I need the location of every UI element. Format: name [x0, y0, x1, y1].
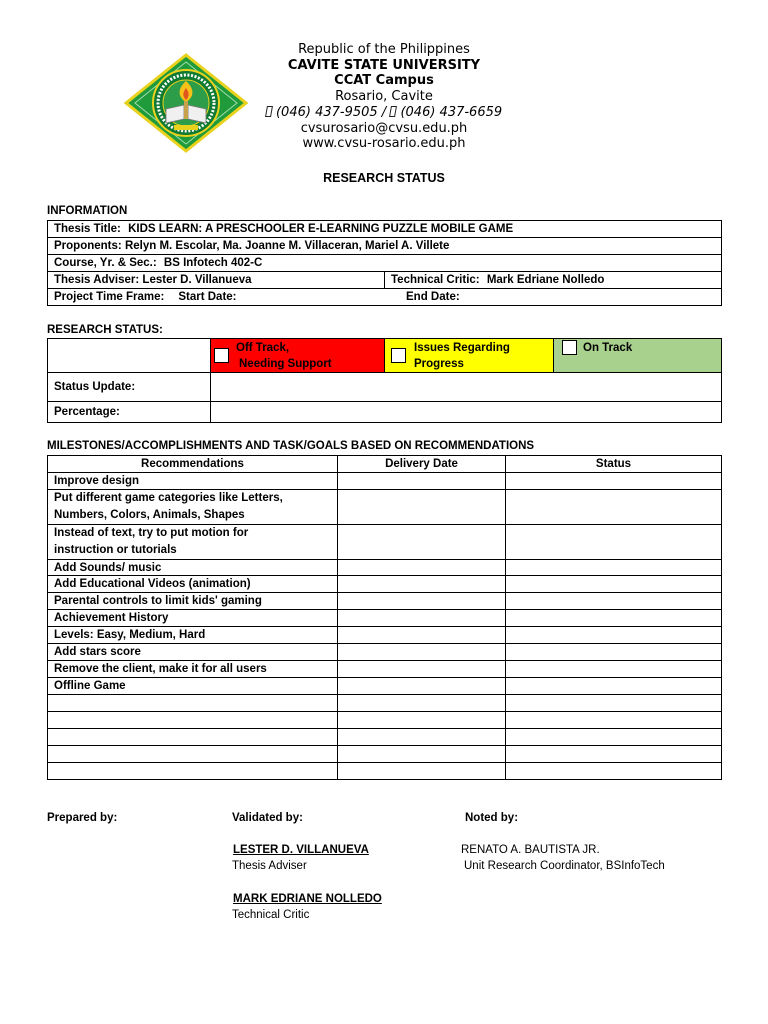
blank-table-row	[48, 695, 722, 712]
status-cell[interactable]	[506, 593, 722, 610]
table-row	[48, 525, 722, 560]
adviser-label: Thesis Adviser:	[54, 274, 140, 286]
adviser-signatory-name: LESTER D. VILLANUEVA	[233, 844, 369, 856]
off-track-line-2: Needing Support	[239, 358, 332, 370]
milestones-heading: MILESTONES/ACCOMPLISHMENTS AND TASK/GOALS BASED ON RECOMMENDATIONS	[47, 440, 535, 452]
coordinator-signatory-role: Unit Research Coordinator, BSInfoTech	[464, 860, 665, 872]
on-track-cell	[554, 339, 722, 373]
proponents-cell	[48, 238, 722, 255]
recommendation-line: instruction or tutorials	[54, 544, 177, 556]
critic-signatory-role: Technical Critic	[232, 909, 310, 921]
status-cell[interactable]	[506, 576, 722, 593]
blank-table-row	[48, 763, 722, 780]
status-update-label: Status Update:	[48, 373, 211, 402]
thesis-title-row	[48, 221, 722, 238]
status-cell[interactable]	[506, 490, 722, 525]
recommendation-line: Numbers, Colors, Animals, Shapes	[54, 509, 245, 521]
delivery-date-cell[interactable]	[338, 627, 506, 644]
table-row	[48, 644, 722, 661]
delivery-date-cell[interactable]	[338, 593, 506, 610]
table-row	[48, 473, 722, 490]
column-header-delivery-date: Delivery Date	[338, 456, 506, 473]
table-row	[48, 593, 722, 610]
proponents-value: Relyn M. Escolar, Ma. Joanne M. Villaceran, Mariel A. Villete	[124, 240, 450, 252]
proponents-row	[48, 238, 722, 255]
recommendation-line: Instead of text, try to put motion for	[54, 527, 249, 539]
status-cell[interactable]	[506, 627, 722, 644]
course-cell	[48, 255, 722, 272]
column-header-recommendations: Recommendations	[48, 456, 338, 473]
recommendation-cell	[48, 490, 338, 525]
end-date-label: End Date:	[406, 291, 460, 303]
recommendation-cell: Parental controls to limit kids' gaming	[48, 593, 338, 610]
status-cell[interactable]	[506, 560, 722, 576]
status-cell[interactable]	[506, 473, 722, 490]
time-frame-row	[48, 289, 722, 306]
status-blank-cell	[48, 339, 211, 373]
issues-content	[385, 339, 553, 372]
recommendation-cell: Add stars score	[48, 644, 338, 661]
noted-by-label: Noted by:	[465, 812, 519, 824]
adviser-value: Lester D. Villanueva	[142, 274, 252, 286]
off-track-content	[211, 339, 384, 372]
delivery-date-cell[interactable]	[338, 576, 506, 593]
blank-table-row	[48, 712, 722, 729]
university-name: CAVITE STATE UNIVERSITY	[287, 57, 481, 73]
adviser-signatory-role: Thesis Adviser	[232, 860, 307, 872]
on-track-content	[554, 339, 721, 372]
phone-icon	[265, 106, 273, 117]
country-line: Republic of the Philippines	[298, 42, 470, 57]
table-row	[48, 490, 722, 525]
phone-icon	[389, 106, 397, 117]
table-row	[48, 610, 722, 627]
on-track-checkbox[interactable]	[562, 340, 577, 355]
status-cell[interactable]	[506, 678, 722, 695]
time-frame-content	[54, 290, 721, 304]
milestones-header-row	[48, 456, 722, 473]
adviser-cell	[48, 272, 385, 289]
recommendation-cell[interactable]	[48, 746, 338, 763]
phone-number-1: (046) 437-9505 /	[275, 104, 387, 120]
critic-label: Technical Critic:	[391, 274, 480, 286]
critic-cell	[385, 272, 722, 289]
delivery-date-cell[interactable]	[338, 560, 506, 576]
campus-name: CCAT Campus	[334, 73, 434, 89]
delivery-date-cell[interactable]	[338, 525, 506, 560]
off-track-line-1: Off Track,	[236, 342, 290, 354]
phone-line	[0, 105, 768, 121]
critic-value: Mark Edriane Nolledo	[486, 274, 605, 286]
coordinator-signatory-name: RENATO A. BAUTISTA JR.	[461, 844, 600, 856]
milestones-table	[47, 455, 722, 780]
recommendation-cell	[48, 525, 338, 560]
percentage-row	[48, 402, 722, 423]
on-track-label: On Track	[583, 342, 633, 354]
start-date-label: Start Date:	[178, 291, 237, 303]
delivery-date-cell[interactable]	[338, 610, 506, 627]
proponents-label: Proponents:	[54, 240, 122, 252]
information-heading: INFORMATION	[47, 205, 128, 217]
information-table	[47, 220, 722, 306]
off-track-cell	[211, 339, 385, 373]
off-track-checkbox[interactable]	[214, 348, 229, 363]
critic-signatory-name: MARK EDRIANE NOLLEDO	[233, 893, 382, 905]
status-cell[interactable]	[506, 695, 722, 712]
issues-cell	[385, 339, 554, 373]
status-options-row	[48, 339, 722, 373]
issues-checkbox[interactable]	[391, 348, 406, 363]
research-status-table	[47, 338, 722, 423]
status-cell[interactable]	[506, 661, 722, 678]
letterhead	[0, 42, 768, 152]
blank-table-row	[48, 729, 722, 746]
email-address: cvsurosario@cvsu.edu.ph	[300, 120, 468, 136]
phone-number-2: (046) 437-6659	[400, 104, 503, 120]
recommendation-cell: Remove the client, make it for all users	[48, 661, 338, 678]
time-frame-cell	[48, 289, 722, 306]
thesis-title-label: Thesis Title:	[54, 223, 121, 235]
status-update-row	[48, 373, 722, 402]
website-address: www.cvsu-rosario.edu.ph	[302, 136, 466, 152]
status-cell[interactable]	[506, 763, 722, 780]
issues-line-1: Issues Regarding	[414, 342, 510, 354]
status-cell[interactable]	[506, 746, 722, 763]
course-row	[48, 255, 722, 272]
status-cell[interactable]	[506, 610, 722, 627]
table-row	[48, 560, 722, 576]
recommendation-cell: Add Educational Videos (animation)	[48, 576, 338, 593]
off-track-label	[236, 340, 332, 372]
table-row	[48, 627, 722, 644]
recommendation-cell: Offline Game	[48, 678, 338, 695]
status-update-field[interactable]	[211, 373, 722, 402]
delivery-date-cell[interactable]	[338, 644, 506, 661]
delivery-date-cell[interactable]	[338, 678, 506, 695]
delivery-date-cell[interactable]	[338, 746, 506, 763]
recommendation-cell: Improve design	[48, 473, 338, 490]
status-cell[interactable]	[506, 729, 722, 746]
table-row	[48, 576, 722, 593]
adviser-critic-row	[48, 272, 722, 289]
recommendation-cell[interactable]	[48, 763, 338, 780]
campus-location: Rosario, Cavite	[335, 89, 433, 105]
status-cell[interactable]	[506, 525, 722, 560]
table-row	[48, 678, 722, 695]
delivery-date-cell[interactable]	[338, 763, 506, 780]
column-header-status: Status	[506, 456, 722, 473]
time-frame-label: Project Time Frame:	[54, 291, 165, 303]
thesis-title-value: KIDS LEARN: A PRESCHOOLER E-LEARNING PUZZLE MOBILE GAME	[128, 223, 514, 235]
table-row	[48, 661, 722, 678]
delivery-date-cell[interactable]	[338, 729, 506, 746]
recommendation-cell: Add Sounds/ music	[48, 560, 338, 576]
document-title: RESEARCH STATUS	[323, 171, 445, 185]
status-cell[interactable]	[506, 712, 722, 729]
percentage-label: Percentage:	[48, 402, 211, 423]
recommendation-cell: Achievement History	[48, 610, 338, 627]
research-status-heading: RESEARCH STATUS:	[47, 324, 163, 336]
delivery-date-cell[interactable]	[338, 712, 506, 729]
delivery-date-cell[interactable]	[338, 473, 506, 490]
delivery-date-cell[interactable]	[338, 661, 506, 678]
recommendation-cell[interactable]	[48, 695, 338, 712]
status-cell[interactable]	[506, 644, 722, 661]
thesis-title-cell	[48, 221, 722, 238]
validated-by-label: Validated by:	[232, 812, 303, 824]
recommendation-cell[interactable]	[48, 712, 338, 729]
course-label: Course, Yr. & Sec.:	[54, 257, 157, 269]
course-value: BS Infotech 402-C	[163, 257, 263, 269]
recommendation-line: Put different game categories like Letters,	[54, 492, 283, 504]
delivery-date-cell[interactable]	[338, 695, 506, 712]
recommendation-cell: Levels: Easy, Medium, Hard	[48, 627, 338, 644]
prepared-by-label: Prepared by:	[47, 812, 118, 824]
percentage-field[interactable]	[211, 402, 722, 423]
blank-table-row	[48, 746, 722, 763]
delivery-date-cell[interactable]	[338, 490, 506, 525]
issues-label	[414, 340, 510, 372]
issues-line-2: Progress	[414, 358, 464, 370]
recommendation-cell[interactable]	[48, 729, 338, 746]
